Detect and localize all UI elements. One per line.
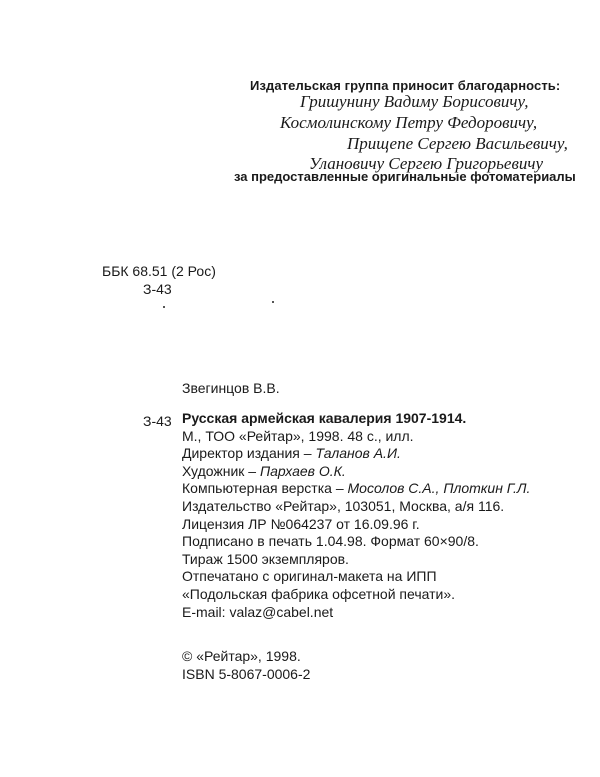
acknowledgement-footer: за предоставленные оригинальные фотоматериалы: [234, 169, 576, 184]
entry-code: З-43: [143, 413, 172, 429]
publication-line: М., ТОО «Рейтар», 1998. 48 с., илл.: [182, 427, 414, 444]
artist-label: Художник –: [182, 462, 260, 479]
print-run-line: Тираж 1500 экземпляров.: [182, 550, 349, 567]
scan-speck: [272, 301, 274, 303]
scan-speck: [163, 306, 165, 308]
director-label: Директор издания –: [182, 445, 316, 462]
layout-label: Компьютерная верстка –: [182, 480, 348, 497]
director-line: [182, 445, 530, 463]
acknowledged-person-2: Космолинскому Петру Федоровичу,: [280, 113, 538, 132]
layout-line: [182, 480, 530, 498]
acknowledged-person-3: Прищепе Сергею Васильевичу,: [347, 134, 568, 153]
copyright-block: [182, 647, 310, 683]
acknowledged-person-4: Улановичу Сергею Григорьевичу: [309, 154, 543, 173]
acknowledged-person-1: Гришунину Вадиму Борисовичу,: [300, 92, 529, 111]
bbk-classification: ББК 68.51 (2 Рос): [102, 263, 216, 279]
acknowledgement-heading: Издательская группа приносит благодарность:: [250, 78, 561, 93]
license-line: Лицензия ЛР №064237 от 16.09.96 г.: [182, 515, 420, 532]
email-line: E-mail: valaz@cabel.net: [182, 603, 334, 620]
director-name: Таланов А.И.: [315, 445, 401, 462]
book-title: Русская армейская кавалерия 1907-1914.: [182, 410, 467, 426]
printed-line-2: «Подольская фабрика офсетной печати».: [182, 585, 456, 602]
artist-name: Пархаев О.К.: [259, 462, 346, 479]
isbn: ISBN 5-8067-0006-2: [182, 666, 311, 682]
publisher-address: Издательство «Рейтар», 103051, Москва, а/я 116.: [182, 497, 505, 514]
printed-line-1: Отпечатано с оригинал-макета на ИПП: [182, 568, 437, 585]
author-name: Звегинцов В.В.: [182, 380, 280, 396]
signed-line: Подписано в печать 1.04.98. Формат 60×90/8.: [182, 533, 479, 550]
author-sign-code: З-43: [143, 281, 172, 297]
layout-names: Мосолов С.А., Плоткин Г.Л.: [347, 480, 531, 497]
copyright-notice: © «Рейтар», 1998.: [182, 648, 301, 664]
bibliographic-entry: [182, 410, 530, 621]
artist-line: [182, 463, 530, 481]
